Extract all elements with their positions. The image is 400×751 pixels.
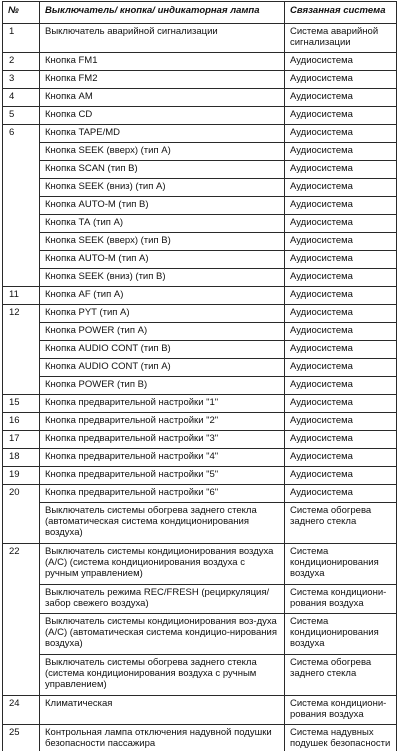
related-system: Аудиосистема [285, 269, 397, 287]
table-row [3, 197, 397, 215]
table-row [3, 503, 397, 544]
row-number: 3 [3, 71, 40, 89]
row-number [3, 251, 40, 269]
row-number [3, 359, 40, 377]
switch-name: Выключатель системы обогрева заднего стекла (система кондиционирования воздуха с ручным управлением) [40, 655, 285, 696]
related-system: Аудиосистема [285, 305, 397, 323]
row-number: 2 [3, 53, 40, 71]
row-number: 4 [3, 89, 40, 107]
switch-name: Кнопка SEEK (вверх) (тип В) [40, 233, 285, 251]
switch-name: Выключатель системы обогрева заднего стекла (автоматическая система кондиционирования воздуха) [40, 503, 285, 544]
table-row [3, 305, 397, 323]
row-number: 25 [3, 725, 40, 751]
related-system: Аудиосистема [285, 467, 397, 485]
row-number [3, 269, 40, 287]
table-row [3, 269, 397, 287]
table-row [3, 215, 397, 233]
table-row [3, 251, 397, 269]
table-row [3, 71, 397, 89]
table-row [3, 179, 397, 197]
switch-table [2, 1, 397, 751]
switch-name: Кнопка SEEK (вниз) (тип В) [40, 269, 285, 287]
related-system: Аудиосистема [285, 377, 397, 395]
related-system: Система кондициони-рования воздуха [285, 696, 397, 725]
related-system: Аудиосистема [285, 125, 397, 143]
switch-name: Кнопка ТА (тип А) [40, 215, 285, 233]
row-number [3, 197, 40, 215]
switch-name: Кнопка POWER (тип В) [40, 377, 285, 395]
related-system: Аудиосистема [285, 161, 397, 179]
table-row [3, 395, 397, 413]
row-number: 5 [3, 107, 40, 125]
table-row [3, 485, 397, 503]
row-number: 24 [3, 696, 40, 725]
row-number [3, 215, 40, 233]
switch-name: Кнопка AUTO-M (тип В) [40, 197, 285, 215]
table-row [3, 233, 397, 251]
table-row [3, 125, 397, 143]
row-number [3, 233, 40, 251]
row-number [3, 179, 40, 197]
related-system: Аудиосистема [285, 89, 397, 107]
row-number: 15 [3, 395, 40, 413]
related-system: Аудиосистема [285, 485, 397, 503]
table-row [3, 24, 397, 53]
row-number: 6 [3, 125, 40, 143]
switch-name: Выключатель системы кондиционирования воз-духа (A/C) (автоматическая система кондицио-нирования воздуха) [40, 614, 285, 655]
table-row [3, 161, 397, 179]
table-row [3, 585, 397, 614]
related-system: Аудиосистема [285, 287, 397, 305]
related-system: Аудиосистема [285, 71, 397, 89]
related-system: Система аварийной сигнализации [285, 24, 397, 53]
header-switch: Выключатель/ кнопка/ индикаторная лампа [40, 2, 285, 24]
row-number: 16 [3, 413, 40, 431]
related-system: Аудиосистема [285, 197, 397, 215]
table-row [3, 89, 397, 107]
switch-name: Кнопка предварительной настройки "3" [40, 431, 285, 449]
related-system: Система кондиционирования воздуха [285, 614, 397, 655]
table-row [3, 467, 397, 485]
table-row [3, 53, 397, 71]
related-system: Аудиосистема [285, 431, 397, 449]
table-row [3, 544, 397, 585]
table-row [3, 107, 397, 125]
switch-name: Кнопка предварительной настройки "1" [40, 395, 285, 413]
table-row [3, 359, 397, 377]
switch-name: Кнопка SCAN (тип В) [40, 161, 285, 179]
related-system: Аудиосистема [285, 179, 397, 197]
row-number: 19 [3, 467, 40, 485]
switch-name: Кнопка FM2 [40, 71, 285, 89]
related-system: Аудиосистема [285, 251, 397, 269]
table-row [3, 655, 397, 696]
row-number: 12 [3, 305, 40, 323]
row-number [3, 341, 40, 359]
table-row [3, 696, 397, 725]
switch-name: Кнопка POWER (тип А) [40, 323, 285, 341]
switch-name: Выключатель системы кондиционирования воздуха (A/C) (система кондиционирования воздуха с ручным управлением) [40, 544, 285, 585]
switch-name: Кнопка предварительной настройки "4" [40, 449, 285, 467]
related-system: Аудиосистема [285, 413, 397, 431]
related-system: Аудиосистема [285, 143, 397, 161]
switch-name: Кнопка предварительной настройки "2" [40, 413, 285, 431]
table-row [3, 287, 397, 305]
switch-name: Климатическая [40, 696, 285, 725]
table-row [3, 449, 397, 467]
switch-name: Кнопка CD [40, 107, 285, 125]
table-row [3, 341, 397, 359]
switch-name: Кнопка TAPE/MD [40, 125, 285, 143]
related-system: Система обогрева заднего стекла [285, 503, 397, 544]
related-system: Аудиосистема [285, 359, 397, 377]
switch-name: Кнопка SEEK (вниз) (тип А) [40, 179, 285, 197]
switch-name: Кнопка SEEK (вверх) (тип А) [40, 143, 285, 161]
related-system: Аудиосистема [285, 341, 397, 359]
row-number: 20 [3, 485, 40, 503]
table-row [3, 377, 397, 395]
row-number [3, 503, 40, 544]
header-system: Связанная система [285, 2, 397, 24]
related-system: Аудиосистема [285, 449, 397, 467]
switch-name: Выключатель режима REC/FRESH (рециркуляция/забор свежего воздуха) [40, 585, 285, 614]
row-number: 22 [3, 544, 40, 585]
related-system: Система кондиционирования воздуха [285, 544, 397, 585]
switch-name: Кнопка PYT (тип А) [40, 305, 285, 323]
related-system: Система обогрева заднего стекла [285, 655, 397, 696]
switch-name: Кнопка AUDIO CONT (тип В) [40, 341, 285, 359]
row-number: 1 [3, 24, 40, 53]
switch-name: Кнопка AUDIO CONT (тип А) [40, 359, 285, 377]
switch-name: Кнопка AM [40, 89, 285, 107]
header-number: № [3, 2, 40, 24]
switch-name: Контрольная лампа отключения надувной подушки безопасности пассажира [40, 725, 285, 751]
table-row [3, 431, 397, 449]
related-system: Аудиосистема [285, 215, 397, 233]
row-number [3, 323, 40, 341]
related-system: Система кондициони-рования воздуха [285, 585, 397, 614]
switch-name: Кнопка предварительной настройки "6" [40, 485, 285, 503]
row-number: 18 [3, 449, 40, 467]
row-number [3, 585, 40, 614]
switch-name: Кнопка AF (тип А) [40, 287, 285, 305]
row-number [3, 655, 40, 696]
related-system: Аудиосистема [285, 53, 397, 71]
row-number [3, 143, 40, 161]
table-row [3, 614, 397, 655]
table-row [3, 725, 397, 751]
row-number [3, 161, 40, 179]
related-system: Аудиосистема [285, 233, 397, 251]
row-number [3, 614, 40, 655]
table-row [3, 143, 397, 161]
table-body [3, 24, 397, 751]
row-number: 17 [3, 431, 40, 449]
row-number: 11 [3, 287, 40, 305]
switch-name: Кнопка предварительной настройки "5" [40, 467, 285, 485]
related-system: Аудиосистема [285, 395, 397, 413]
switch-name: Выключатель аварийной сигнализации [40, 24, 285, 53]
table-row [3, 323, 397, 341]
switch-name: Кнопка FM1 [40, 53, 285, 71]
related-system: Аудиосистема [285, 323, 397, 341]
table-header-row [3, 2, 397, 24]
related-system: Аудиосистема [285, 107, 397, 125]
switch-name: Кнопка AUTO-M (тип А) [40, 251, 285, 269]
related-system: Система надувных подушек безопасности [285, 725, 397, 751]
table-row [3, 413, 397, 431]
row-number [3, 377, 40, 395]
